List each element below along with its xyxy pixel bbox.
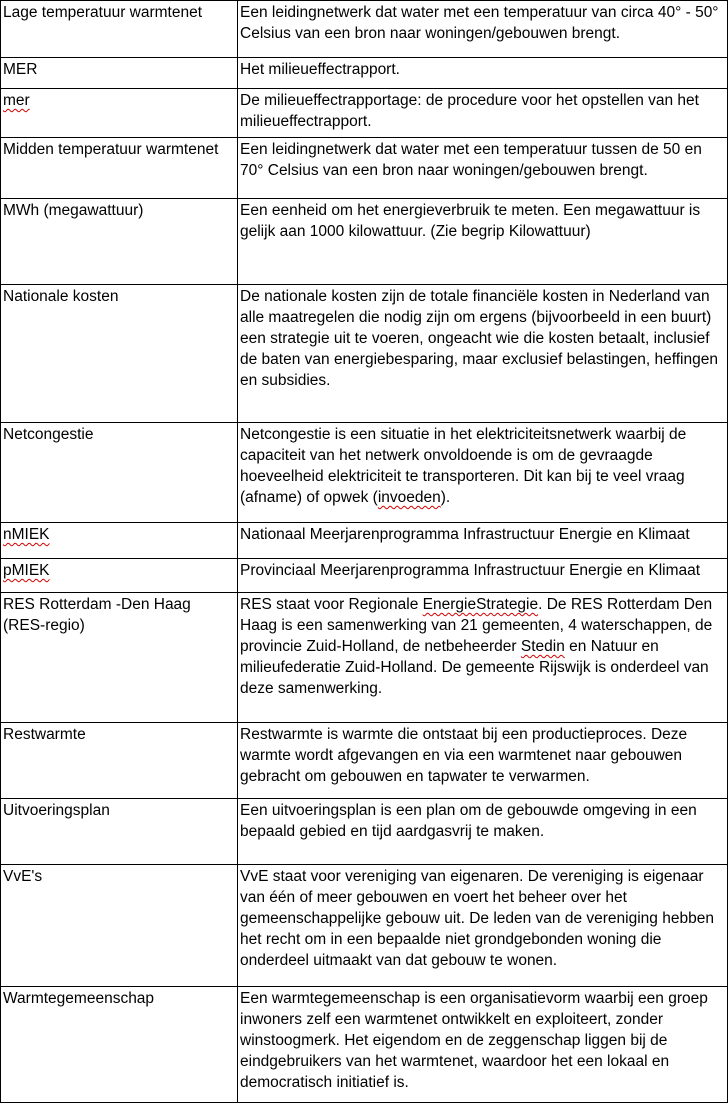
definition-cell: Restwarmte is warmte die ontstaat bij een productieproces. Deze warmte wordt afgevangen en via een warmtenet naar gebouwen gebracht om gebouwen en tapwater te verwarmen. [238,723,728,799]
term-cell: Warmtegemeenschap [1,987,238,1103]
term-cell: Midden temperatuur warmtenet [1,138,238,199]
definition-cell: Een leidingnetwerk dat water met een temperatuur van circa 40° - 50° Celsius van een bron naar woningen/gebouwen brengt. [238,1,728,58]
definition-cell: Een warmtegemeenschap is een organisatievorm waarbij een groep inwoners zelf een warmtenet ontwikkelt en exploiteert, zonder winstoogmerk. Het eigendom en de zeggenschap liggen bij de eindgebruikers van het warmtenet, waardoor het een lokaal en democratisch initiatief is. [238,987,728,1103]
definition-cell: VvE staat voor vereniging van eigenaren. De vereniging is eigenaar van één of meer gebouwen en voert het beheer over het gemeenschappelijke gebouw uit. De leden van de vereniging hebben het recht om in een bepaalde niet grondgebonden woning die onderdeel uitmaakt van dat gebouw te wonen. [238,865,728,987]
table-row [1,199,728,285]
table-row [1,723,728,799]
definition-cell: Nationaal Meerjarenprogramma Infrastructuur Energie en Klimaat [238,523,728,559]
table-row [1,285,728,423]
glossary-table-body [1,1,728,1103]
definition-cell: Het milieueffectrapport. [238,58,728,89]
table-row [1,523,728,559]
misspelled-word: EnergieStrategie [422,596,539,613]
table-row [1,593,728,723]
definition-cell: Netcongestie is een situatie in het elektriciteitsnetwerk waarbij de capaciteit van het netwerk onvoldoende is om de gevraagde hoeveelheid elektriciteit te transporteren. Dit kan bij te veel vraag (afname) of opwek (invoeden). [238,423,728,523]
table-row [1,138,728,199]
term-cell: VvE's [1,865,238,987]
definition-cell: Een uitvoeringsplan is een plan om de gebouwde omgeving in een bepaald gebied en tijd aardgasvrij te maken. [238,799,728,865]
term-cell: Uitvoeringsplan [1,799,238,865]
term-cell [1,523,238,559]
term-cell: MER [1,58,238,89]
misspelled-word: mer [3,92,30,109]
term-cell: RES Rotterdam -Den Haag (RES-regio) [1,593,238,723]
misspelled-word: nMIEK [3,526,50,543]
term-cell [1,559,238,593]
misspelled-word: pMIEK [3,562,50,579]
misspelled-word: invoeden [377,489,441,506]
definition-cell: De milieueffectrapportage: de procedure voor het opstellen van het milieueffectrapport. [238,89,728,138]
misspelled-word: Stedin [520,638,565,655]
table-row [1,559,728,593]
table-row [1,58,728,89]
definition-cell: Een leidingnetwerk dat water met een temperatuur tussen de 50 en 70° Celsius van een bron naar woningen/gebouwen brengt. [238,138,728,199]
definition-cell: Een eenheid om het energieverbruik te meten. Een megawattuur is gelijk aan 1000 kilowattuur. (Zie begrip Kilowattuur) [238,199,728,285]
term-cell [1,89,238,138]
table-row [1,423,728,523]
term-cell: Netcongestie [1,423,238,523]
term-cell: MWh (megawattuur) [1,199,238,285]
definition-cell: De nationale kosten zijn de totale financiële kosten in Nederland van alle maatregelen die nodig zijn om ergens (bijvoorbeeld in een buurt) een strategie uit te voeren, ongeacht wie die kosten betaalt, inclusief de baten van energiebesparing, maar exclusief belastingen, heffingen en subsidies. [238,285,728,423]
term-cell: Nationale kosten [1,285,238,423]
table-row [1,987,728,1103]
table-row [1,799,728,865]
definition-cell: Provinciaal Meerjarenprogramma Infrastructuur Energie en Klimaat [238,559,728,593]
definition-cell: RES staat voor Regionale EnergieStrategie. De RES Rotterdam Den Haag is een samenwerking van 21 gemeenten, 4 waterschappen, de provincie Zuid-Holland, de netbeheerder Stedin en Natuur en milieufederatie Zuid-Holland. De gemeente Rijswijk is onderdeel van deze samenwerking. [238,593,728,723]
term-cell: Lage temperatuur warmtenet [1,1,238,58]
term-cell: Restwarmte [1,723,238,799]
table-row [1,89,728,138]
table-row [1,865,728,987]
table-row [1,1,728,58]
